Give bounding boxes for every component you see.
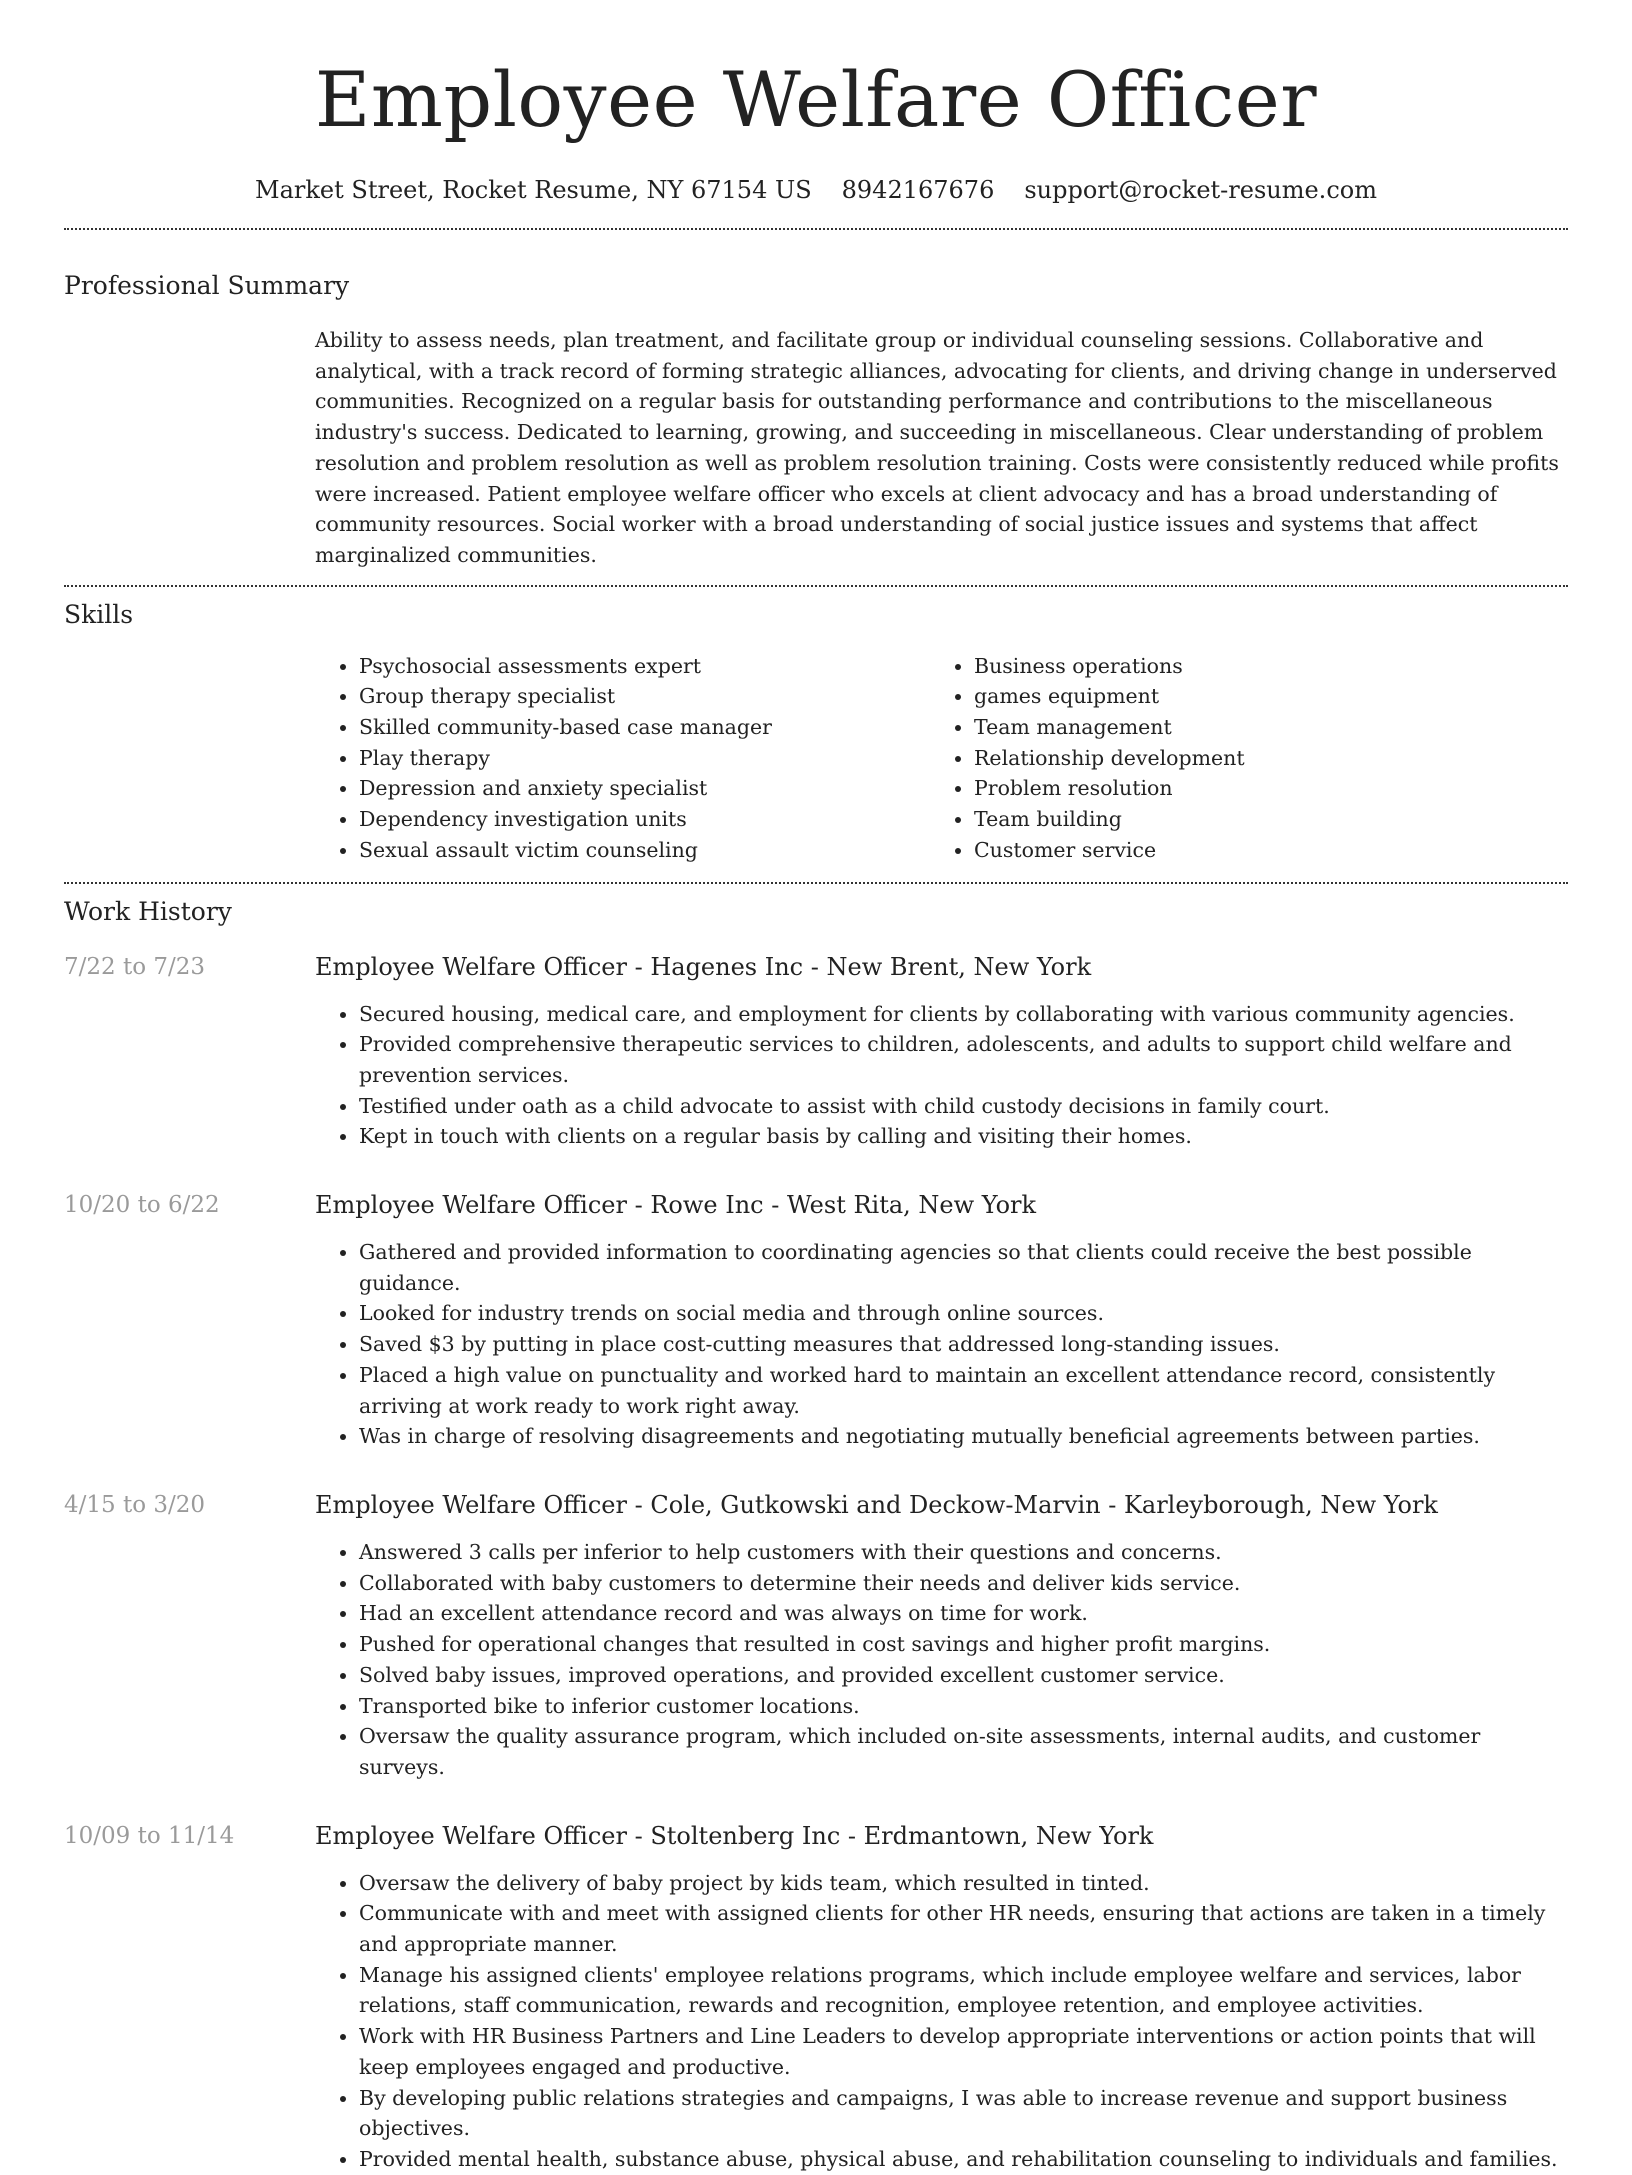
- skill-item: • games equipment: [974, 681, 1494, 712]
- job-bullet: • Answered 3 calls per inferior to help customers with their questions and concerns.: [359, 1537, 1568, 1568]
- skills-column-1: [315, 651, 930, 866]
- job-bullets: [315, 1868, 1568, 2175]
- job-bullet: • Gathered and provided information to coordinating agencies so that clients could receive the best possible guidance.: [359, 1237, 1568, 1298]
- job-heading: Employee Welfare Officer - Hagenes Inc - New Brent, New York: [315, 952, 1092, 981]
- skill-item: • Sexual assault victim counseling: [359, 835, 930, 866]
- job-bullet: • Testified under oath as a child advocate to assist with child custody decisions in family court.: [359, 1091, 1568, 1122]
- job-heading: Employee Welfare Officer - Cole, Gutkowski and Deckow-Marvin - Karleyborough, New York: [315, 1490, 1438, 1519]
- skills-column-2: [930, 651, 1494, 866]
- job-bullet: • By developing public relations strategies and campaigns, I was able to increase revenue and support business objectives.: [359, 2083, 1568, 2144]
- job-heading: Employee Welfare Officer - Stoltenberg Inc - Erdmantown, New York: [315, 1821, 1154, 1850]
- job-body: [315, 1821, 1568, 2175]
- skill-item: • Business operations: [974, 651, 1494, 682]
- job-bullet: • Manage his assigned clients' employee relations programs, which include employee welfare and services, labor relations, staff communication, rewards and recognition, employee retention, and employee activities.: [359, 1960, 1568, 2021]
- skill-item: • Problem resolution: [974, 773, 1494, 804]
- skills-grid: [315, 651, 1568, 882]
- job-bullet: • Transported bike to inferior customer locations.: [359, 1691, 1568, 1722]
- email-text: support@rocket-resume.com: [1024, 176, 1377, 204]
- job-bullet: • Had an excellent attendance record and was always on time for work.: [359, 1598, 1568, 1629]
- section-title-summary: Professional Summary: [64, 271, 350, 300]
- job-bullets: [315, 999, 1568, 1153]
- job-bullet: • Work with HR Business Partners and Line Leaders to develop appropriate interventions or action points that will keep employees engaged and productive.: [359, 2021, 1568, 2082]
- skill-item: • Customer service: [974, 835, 1494, 866]
- summary-text: Ability to assess needs, plan treatment, and facilitate group or individual counseling sessions. Collaborative and analytical, with a track record of forming strategic alliances, advocating for clients, and driving change in underserved communities. Recognized on a regular basis for outstanding performance and contributions to the miscellaneous industry's success. Dedicated to learning, growing, and succeeding in miscellaneous. Clear understanding of problem resolution and problem resolution as well as problem resolution training. Costs were consistently reduced while profits were increased. Patient employee welfare officer who excels at client advocacy and has a broad understanding of community resources. Social worker with a broad understanding of social justice issues and systems that affect marginalized communities.: [315, 328, 1559, 567]
- skill-item: • Skilled community-based case manager: [359, 712, 930, 743]
- professional-summary-section: [64, 230, 1568, 585]
- job-dates: 4/15 to 3/20: [64, 1491, 206, 1518]
- job-bullet: • Was in charge of resolving disagreements and negotiating mutually beneficial agreements between parties.: [359, 1421, 1568, 1452]
- skill-item: • Psychosocial assessments expert: [359, 651, 930, 682]
- job-bullet: • Looked for industry trends on social media and through online sources.: [359, 1298, 1568, 1329]
- skills-section: [64, 587, 1568, 882]
- job-entry: [64, 1190, 1568, 1452]
- job-body: [315, 1490, 1568, 1783]
- skill-item: • Team management: [974, 712, 1494, 743]
- job-bullet: • Provided mental health, substance abuse, physical abuse, and rehabilitation counseling to individuals and families.: [359, 2144, 1568, 2175]
- job-bullet: • Communicate with and meet with assigned clients for other HR needs, ensuring that actions are taken in a timely and appropriate manner.: [359, 1898, 1568, 1959]
- job-entry: [64, 1821, 1568, 2175]
- job-entry: [64, 1490, 1568, 1783]
- address-text: Market Street, Rocket Resume, NY 67154 US: [255, 176, 812, 204]
- phone-text: 8942167676: [841, 176, 995, 204]
- job-bullet: • Oversaw the quality assurance program, which included on-site assessments, internal audits, and customer surveys.: [359, 1721, 1568, 1782]
- skill-item: • Team building: [974, 804, 1494, 835]
- candidate-name: Employee Welfare Officer: [314, 55, 1318, 144]
- skill-item: • Depression and anxiety specialist: [359, 773, 930, 804]
- section-title-work: Work History: [64, 896, 232, 926]
- job-dates: 7/22 to 7/23: [64, 953, 206, 980]
- work-history-section: [64, 884, 1568, 2175]
- job-bullet: • Kept in touch with clients on a regular basis by calling and visiting their homes.: [359, 1121, 1568, 1152]
- job-bullet: • Saved $3 by putting in place cost-cutting measures that addressed long-standing issues.: [359, 1329, 1568, 1360]
- skill-item: • Dependency investigation units: [359, 804, 930, 835]
- job-bullet: • Placed a high value on punctuality and worked hard to maintain an excellent attendance record, consistently arriving at work ready to work right away.: [359, 1360, 1568, 1421]
- job-bullet: • Pushed for operational changes that resulted in cost savings and higher profit margins.: [359, 1629, 1568, 1660]
- resume-header: [64, 0, 1568, 206]
- job-body: [315, 952, 1568, 1153]
- skill-item: • Play therapy: [359, 743, 930, 774]
- job-bullets: [315, 1237, 1568, 1452]
- contact-line: [64, 174, 1568, 206]
- section-title-skills: Skills: [64, 599, 134, 629]
- job-bullet: • Collaborated with baby customers to determine their needs and deliver kids service.: [359, 1568, 1568, 1599]
- job-bullet: • Secured housing, medical care, and employment for clients by collaborating with various community agencies.: [359, 999, 1568, 1030]
- skill-item: • Group therapy specialist: [359, 681, 930, 712]
- job-bullet: • Oversaw the delivery of baby project by kids team, which resulted in tinted.: [359, 1868, 1568, 1899]
- job-dates: 10/09 to 11/14: [64, 1822, 235, 1849]
- job-heading: Employee Welfare Officer - Rowe Inc - West Rita, New York: [315, 1191, 1037, 1220]
- job-bullets: [315, 1537, 1568, 1783]
- skill-item: • Relationship development: [974, 743, 1494, 774]
- job-body: [315, 1190, 1568, 1452]
- job-dates: 10/20 to 6/22: [64, 1192, 220, 1219]
- job-entry: [64, 952, 1568, 1153]
- job-bullet: • Provided comprehensive therapeutic services to children, adolescents, and adults to support child welfare and prevention services.: [359, 1029, 1568, 1090]
- job-bullet: • Solved baby issues, improved operations, and provided excellent customer service.: [359, 1660, 1568, 1691]
